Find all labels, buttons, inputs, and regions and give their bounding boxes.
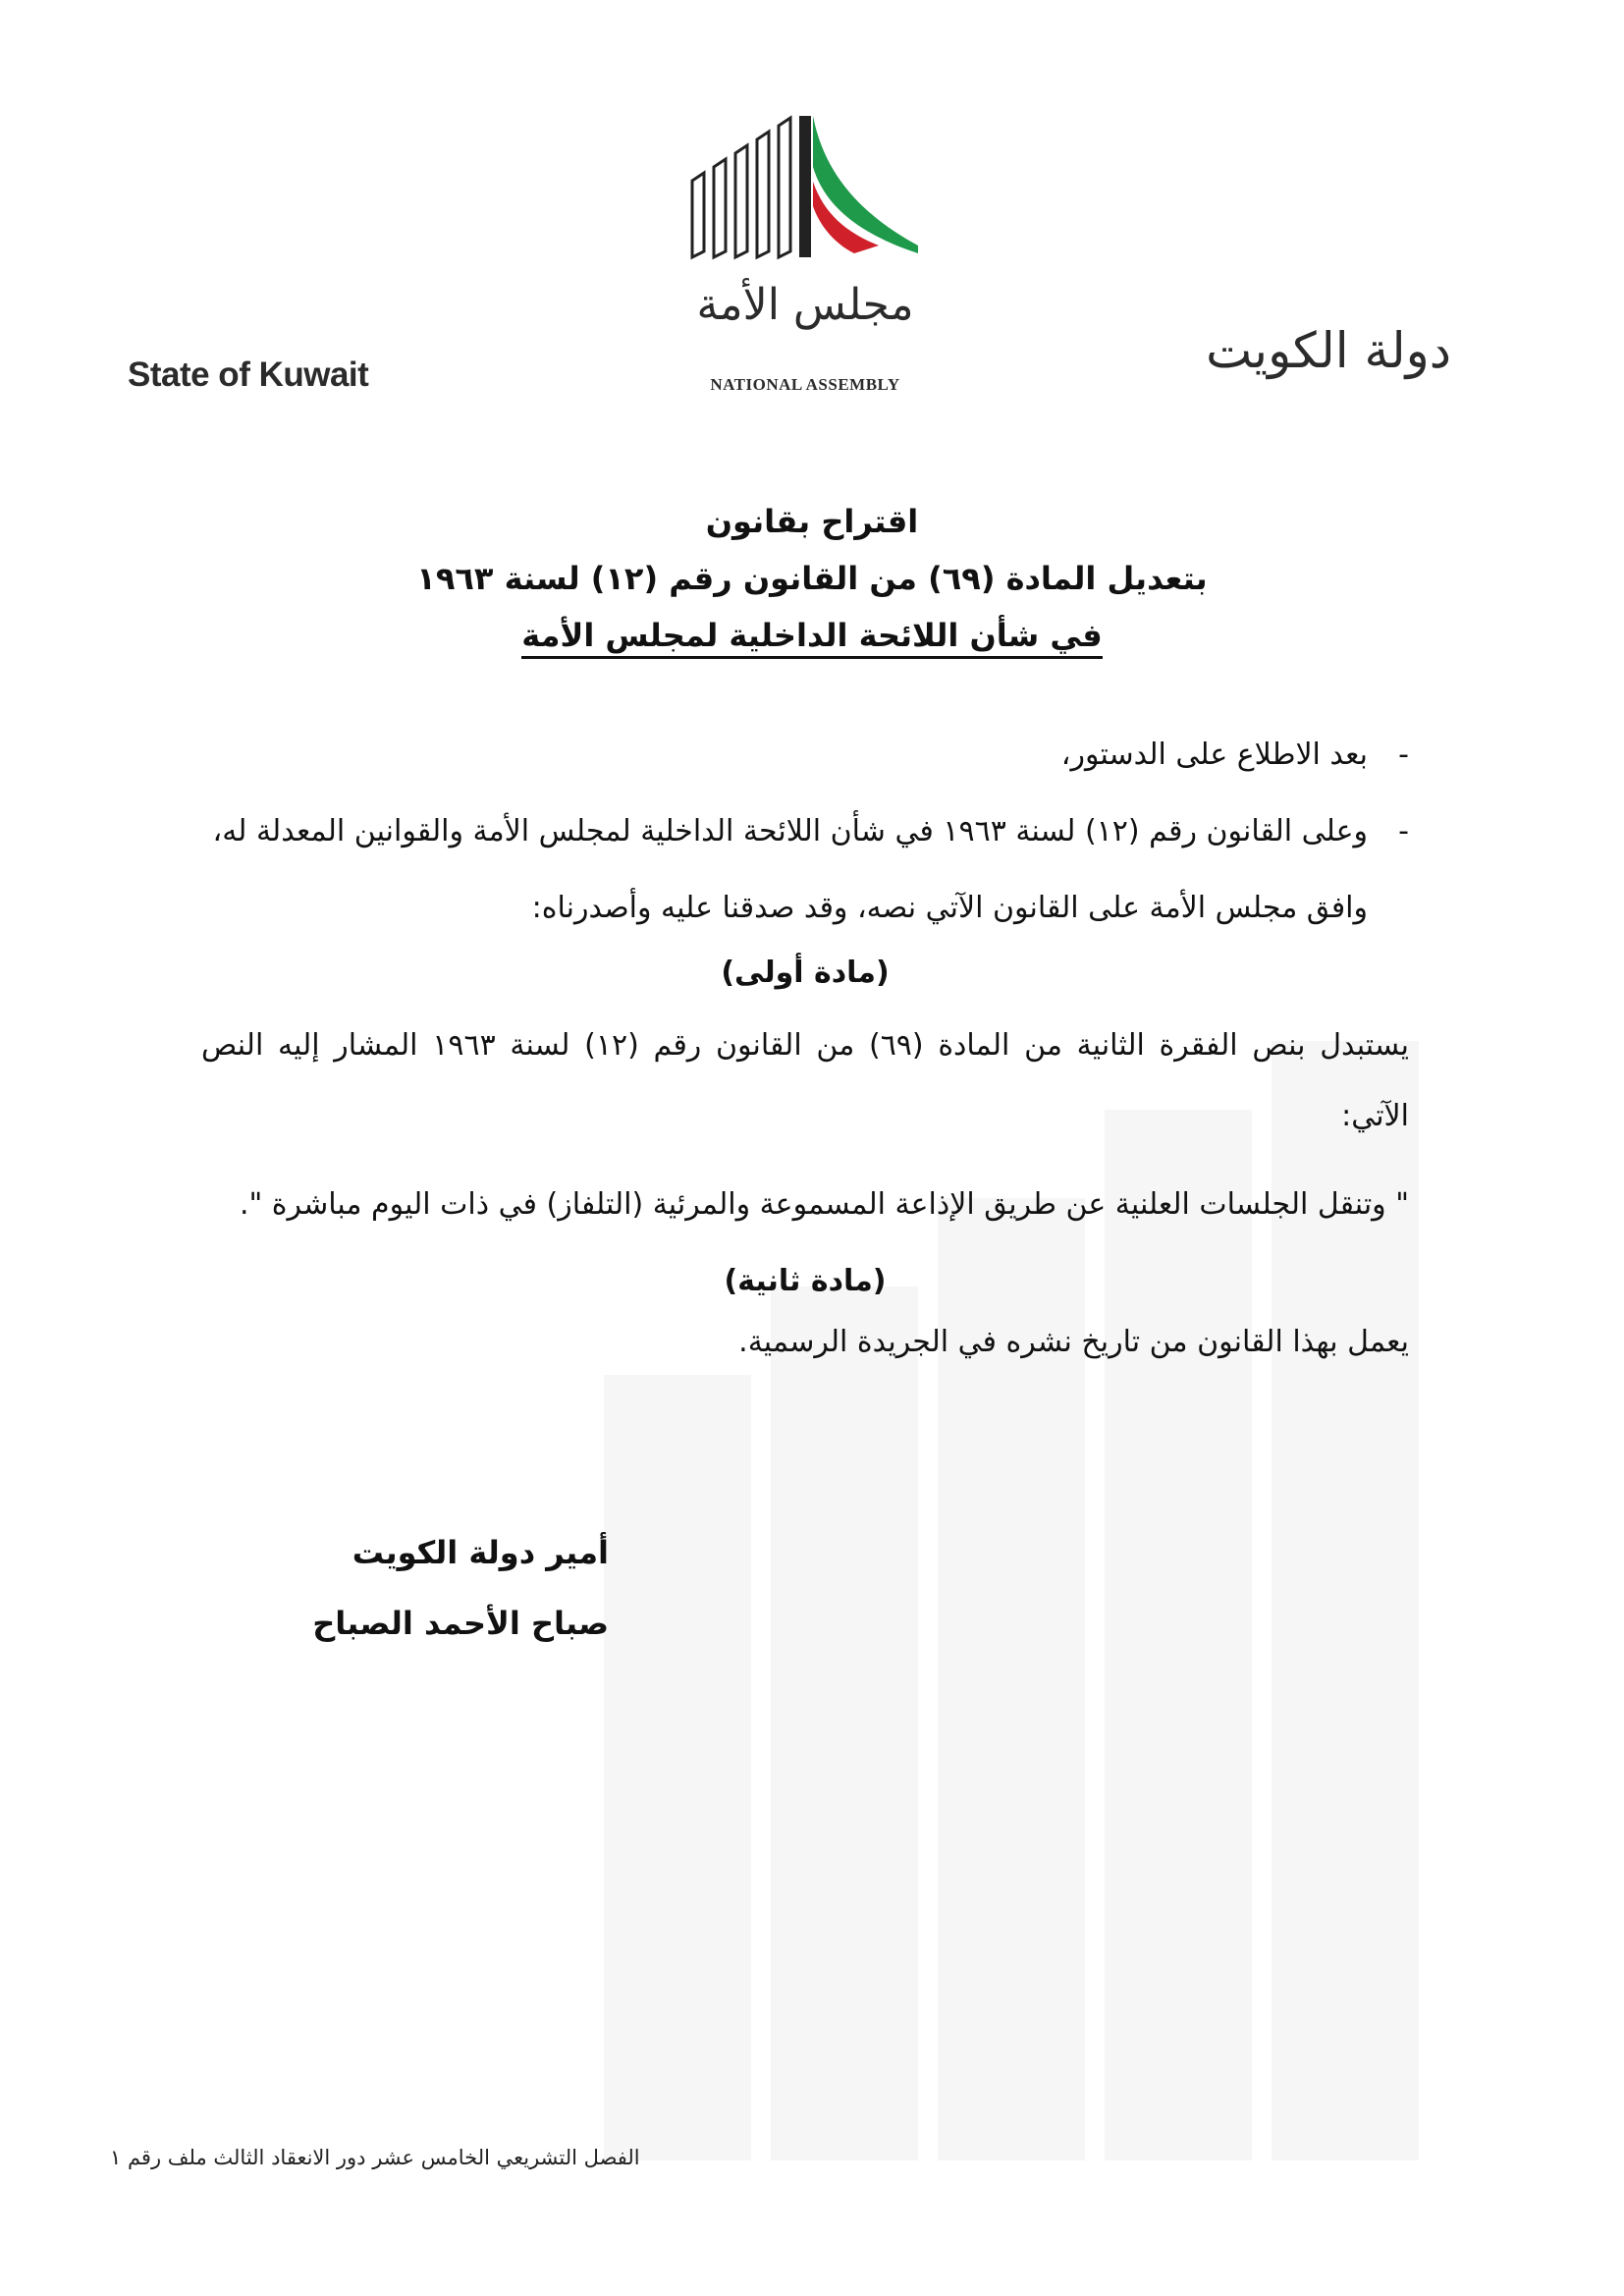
state-of-kuwait-arabic: دولة الكويت bbox=[1206, 322, 1451, 379]
title-line-1: اقتراح بقانون bbox=[705, 503, 919, 540]
title-line-2: بتعديل المادة (٦٩) من القانون رقم (١٢) لسنة ١٩٦٣ bbox=[416, 560, 1208, 597]
preamble-item-1-text: بعد الاطلاع على الدستور، bbox=[1060, 738, 1368, 772]
bullet-dash: - bbox=[1398, 738, 1409, 772]
title-line-3-wrapper bbox=[0, 607, 1624, 664]
title-line-3: في شأن اللائحة الداخلية لمجلس الأمة bbox=[521, 617, 1102, 659]
article-1-quote: " وتنقل الجلسات العلنية عن طريق الإذاعة المسموعة والمرئية (التلفاز) في ذات اليوم مباشرة ". bbox=[239, 1187, 1409, 1222]
article-2-heading: (مادة ثانية) bbox=[724, 1264, 887, 1298]
preamble-item-2 bbox=[201, 798, 1409, 865]
footer-reference: الفصل التشريعي الخامس عشر دور الانعقاد الثالث ملف رقم ١ bbox=[110, 2146, 640, 2169]
preamble-item-1 bbox=[201, 732, 1409, 779]
document-titles bbox=[0, 493, 1624, 664]
article-1-heading: (مادة أولى) bbox=[721, 956, 890, 990]
signature-name: صباح الأحمد الصباح bbox=[312, 1605, 609, 1642]
signature-block bbox=[236, 1517, 609, 1659]
state-of-kuwait-english: State of Kuwait bbox=[128, 355, 369, 394]
national-assembly-emblem-icon bbox=[677, 108, 933, 285]
logo-english-name: NATIONAL ASSEMBLY bbox=[710, 375, 900, 394]
signature-title: أمير دولة الكويت bbox=[352, 1534, 609, 1571]
approval-statement: وافق مجلس الأمة على القانون الآتي نصه، وقد صدقنا عليه وأصدرناه: bbox=[531, 891, 1368, 925]
bullet-dash: - bbox=[1398, 814, 1409, 848]
logo-arabic-name: مجلس الأمة bbox=[696, 280, 914, 330]
preamble-item-2-text: وعلى القانون رقم (١٢) لسنة ١٩٦٣ في شأن اللائحة الداخلية لمجلس الأمة والقوانين المعدلة له، bbox=[212, 814, 1368, 848]
national-assembly-logo bbox=[677, 108, 933, 403]
document-body bbox=[201, 732, 1409, 1384]
article-1-text: يستبدل بنص الفقرة الثانية من المادة (٦٩) من القانون رقم (١٢) لسنة ١٩٦٣ المشار إليه النص الآتي: bbox=[201, 1028, 1409, 1133]
article-2-text: يعمل بهذا القانون من تاريخ نشره في الجريدة الرسمية. bbox=[738, 1325, 1409, 1359]
